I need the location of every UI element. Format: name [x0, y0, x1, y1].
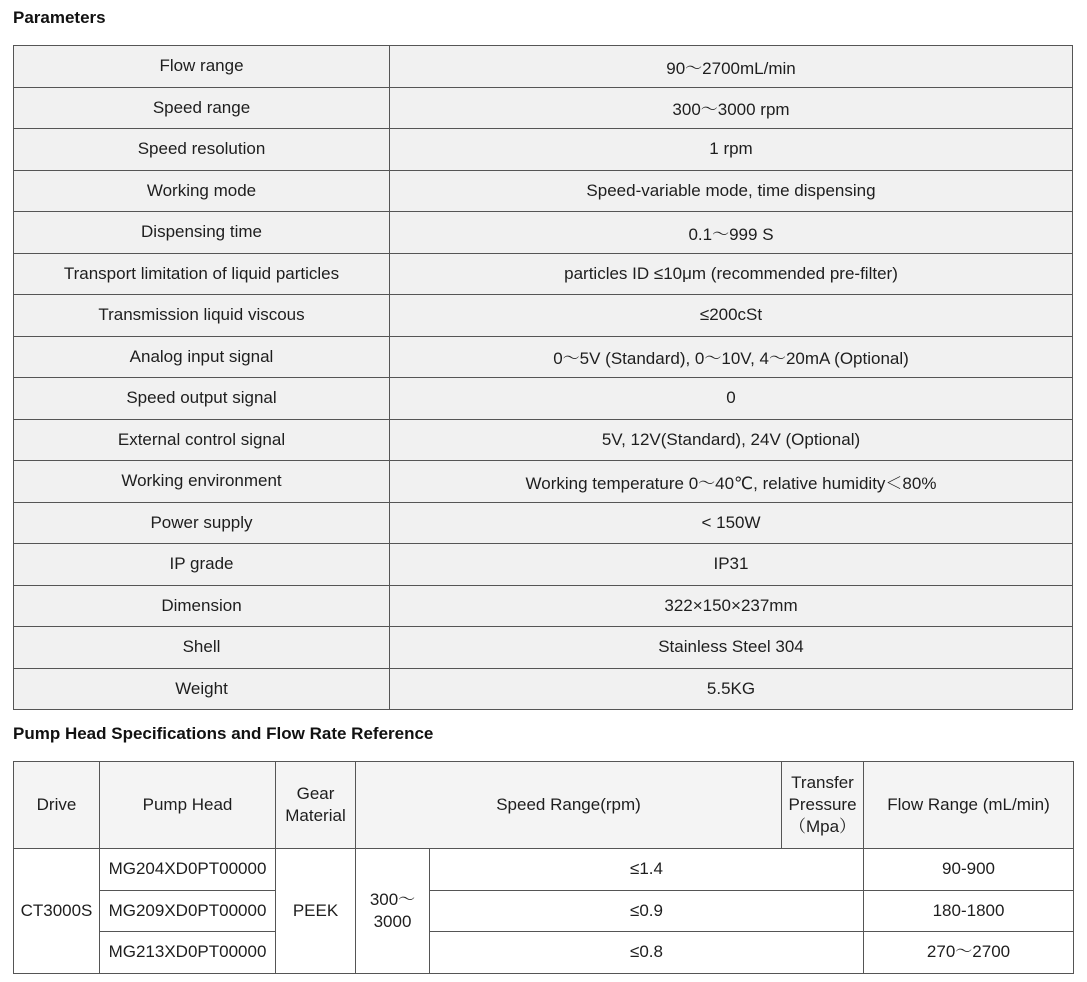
parameter-value: 1 rpm [390, 129, 1073, 171]
parameter-row [14, 378, 1073, 420]
parameters-table [13, 45, 1073, 710]
parameter-value: Working temperature 0～40℃, relative humidity＜80% [390, 461, 1073, 503]
parameter-value: ≤200cSt [390, 295, 1073, 337]
header-speed-range: Speed Range(rpm) [356, 762, 782, 849]
parameter-row [14, 129, 1073, 171]
parameter-label: Analog input signal [14, 336, 390, 378]
parameter-value: 0.1～999 S [390, 212, 1073, 254]
parameter-label: Dimension [14, 585, 390, 627]
header-pump-head: Pump Head [100, 762, 276, 849]
pump-head-heading: Pump Head Specifications and Flow Rate Reference [13, 724, 434, 743]
header-drive: Drive [14, 762, 100, 849]
header-gear-line2: Material [285, 806, 346, 825]
header-gear-line1: Gear [296, 784, 335, 803]
parameter-label: Flow range [14, 46, 390, 88]
parameter-label: External control signal [14, 419, 390, 461]
parameter-value: < 150W [390, 502, 1073, 544]
parameter-value: Stainless Steel 304 [390, 627, 1073, 669]
flow-range-cell: 180-1800 [864, 890, 1074, 932]
parameter-row [14, 461, 1073, 503]
parameter-label: Speed output signal [14, 378, 390, 420]
parameter-value: 0 [390, 378, 1073, 420]
speed-range-cell [356, 849, 430, 974]
header-pressure-line1: Transfer [791, 773, 854, 792]
pump-head-table [13, 761, 1074, 974]
speed-line1: 300～ [369, 889, 416, 909]
parameter-value: IP31 [390, 544, 1073, 586]
parameter-label: Dispensing time [14, 212, 390, 254]
parameter-row [14, 419, 1073, 461]
parameter-value: 5.5KG [390, 668, 1073, 710]
pressure-cell: ≤0.8 [430, 932, 864, 974]
pump-table-header-row [14, 762, 1074, 849]
parameter-row [14, 668, 1073, 710]
flow-range-cell: 270～2700 [864, 932, 1074, 974]
header-gear-material [276, 762, 356, 849]
header-flow-range: Flow Range (mL/min) [864, 762, 1074, 849]
parameter-label: Transmission liquid viscous [14, 295, 390, 337]
parameter-label: Working mode [14, 170, 390, 212]
parameter-row [14, 627, 1073, 669]
parameter-row [14, 295, 1073, 337]
parameter-row [14, 170, 1073, 212]
parameter-label: Speed range [14, 87, 390, 129]
pump-table-row [14, 932, 1074, 974]
gear-material-cell: PEEK [276, 849, 356, 974]
header-transfer-pressure [782, 762, 864, 849]
flow-range-cell: 90-900 [864, 849, 1074, 891]
header-pressure-line2: Pressure [788, 795, 857, 814]
parameter-value: particles ID ≤10μm (recommended pre-filter) [390, 253, 1073, 295]
header-pressure-line3: （Mpa） [788, 817, 857, 836]
parameter-value: 90～2700mL/min [390, 46, 1073, 88]
parameter-label: Transport limitation of liquid particles [14, 253, 390, 295]
pressure-cell: ≤1.4 [430, 849, 864, 891]
parameter-row [14, 502, 1073, 544]
pump-head-cell: MG213XD0PT00000 [100, 932, 276, 974]
pressure-cell: ≤0.9 [430, 890, 864, 932]
parameter-row [14, 87, 1073, 129]
parameter-label: Power supply [14, 502, 390, 544]
parameter-value: 300～3000 rpm [390, 87, 1073, 129]
parameter-value: 322×150×237mm [390, 585, 1073, 627]
parameter-label: Working environment [14, 461, 390, 503]
parameter-row [14, 336, 1073, 378]
parameter-label: Speed resolution [14, 129, 390, 171]
parameter-label: Weight [14, 668, 390, 710]
parameter-row [14, 544, 1073, 586]
parameter-value: 0～5V (Standard), 0～10V, 4～20mA (Optional) [390, 336, 1073, 378]
speed-line2: 3000 [373, 911, 412, 931]
parameter-label: Shell [14, 627, 390, 669]
pump-table-row [14, 890, 1074, 932]
parameter-value: 5V, 12V(Standard), 24V (Optional) [390, 419, 1073, 461]
pump-table-row [14, 849, 1074, 891]
pump-head-cell: MG204XD0PT00000 [100, 849, 276, 891]
drive-cell: CT3000S [14, 849, 100, 974]
parameter-label: IP grade [14, 544, 390, 586]
parameter-row [14, 585, 1073, 627]
parameter-row [14, 212, 1073, 254]
parameters-heading: Parameters [13, 8, 106, 27]
parameter-value: Speed-variable mode, time dispensing [390, 170, 1073, 212]
parameter-row [14, 253, 1073, 295]
pump-head-cell: MG209XD0PT00000 [100, 890, 276, 932]
parameter-row [14, 46, 1073, 88]
